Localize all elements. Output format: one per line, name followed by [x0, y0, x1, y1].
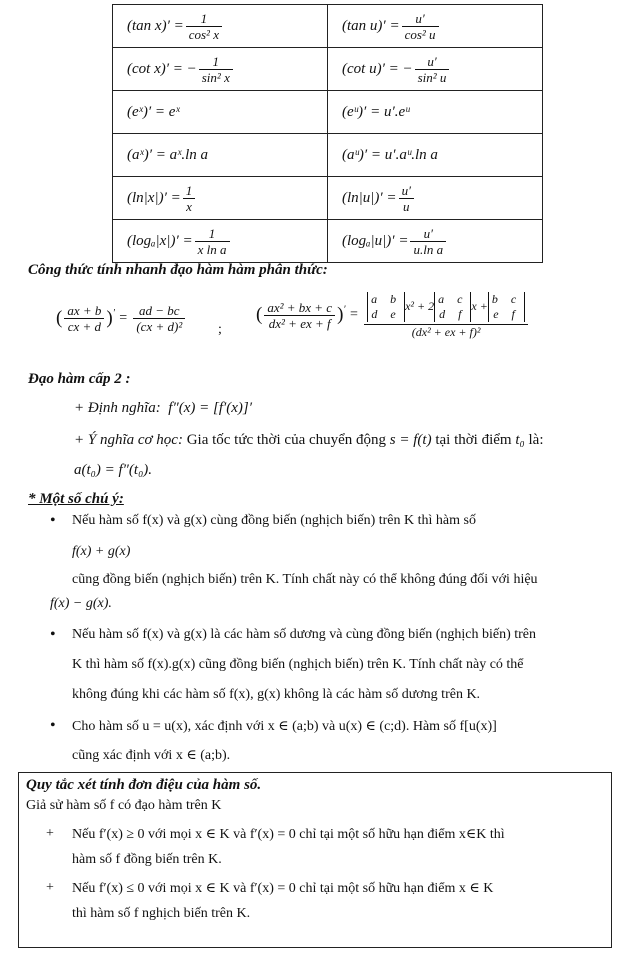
det-2: a c d f	[434, 292, 471, 322]
note2-line3: không đúng khi các hàm số f(x), g(x) không là các hàm số dương trên K.	[72, 687, 481, 702]
cell-fraction	[402, 11, 439, 42]
cell-fraction	[399, 183, 414, 214]
table-cell-right	[328, 134, 543, 177]
derivative-table	[112, 4, 543, 263]
table-row	[113, 48, 543, 91]
second-meaning	[74, 432, 544, 449]
table-row	[113, 91, 543, 134]
f2-eq: =	[349, 307, 359, 323]
det-1: a b d e	[367, 292, 405, 322]
quick-formula-1: ( $\frac{ax + b}{cx + d}$ )′ = $\frac{ad - bc}{\text{(cx + d)²}}$	[56, 303, 187, 334]
fraction-denominator: x	[186, 198, 192, 214]
table-cell-right	[328, 48, 543, 91]
mean-text2: tại thời điểm	[435, 432, 512, 448]
f1-rden: (cx + d)²	[136, 319, 183, 334]
f1-den: cx + d	[67, 319, 101, 334]
mean-text: Gia tốc tức thời của chuyển động	[186, 432, 387, 448]
rule-p2-line2: thì hàm số f nghịch biến trên K.	[72, 906, 251, 921]
bullet-1: •	[50, 512, 56, 529]
cell-lhs: (cot u)′ = −	[342, 60, 413, 77]
bullet-3: •	[50, 717, 56, 734]
cell-lhs: (eˣ)′ = eˣ	[127, 103, 180, 120]
fraction-numerator: u′	[410, 226, 446, 242]
f1-rnum: ad − bc	[133, 303, 185, 319]
mean-label: + Ý nghĩa cơ học:	[74, 432, 183, 448]
rule-intro: Giả sử hàm số f có đạo hàm trên K	[26, 798, 222, 813]
table-cell-right	[328, 220, 543, 263]
rule-heading: Quy tắc xét tính đơn điệu của hàm số.	[26, 777, 262, 793]
mean-formula: s = f(t)	[389, 432, 432, 448]
fraction-denominator: cos² u	[404, 26, 436, 42]
det-3: b c e f	[488, 292, 525, 322]
second-definition	[74, 400, 252, 417]
table-row	[113, 134, 543, 177]
det-mid-1: x² + 2	[405, 298, 435, 313]
fraction-numerator: 1	[186, 11, 222, 27]
quick-separator: ;	[218, 322, 222, 337]
cell-lhs: (eᵘ)′ = u′.eᵘ	[342, 103, 410, 120]
table-cell-left	[113, 177, 328, 220]
table-row	[113, 220, 543, 263]
note1-line4: f(x) − g(x).	[50, 596, 112, 611]
acceleration-formula: a(t₀) = f″(t₀).	[74, 462, 153, 478]
plus-1: +	[46, 826, 54, 841]
cell-lhs: (tan x)′ =	[127, 17, 184, 34]
note1-line1: Nếu hàm số f(x) và g(x) cùng đồng biến (nghịch biến) trên K thì hàm số	[72, 513, 476, 528]
table-cell-left	[113, 5, 328, 48]
cell-fraction	[199, 54, 233, 85]
cell-fraction	[186, 11, 222, 42]
mean-end: là:	[528, 432, 544, 448]
f1-num: ax + b	[64, 303, 104, 319]
fraction-numerator: u′	[415, 54, 450, 70]
rule-p2-line1: Nếu f′(x) ≤ 0 với mọi x ∈ K và f′(x) = 0 chỉ tại một số hữu hạn điểm x ∈ K	[72, 881, 494, 896]
table-cell-right	[328, 91, 543, 134]
mean-t0: t₀	[515, 432, 525, 448]
bullet-2: •	[50, 626, 56, 643]
note3-line2: cũng xác định với x ∈ (a;b).	[72, 748, 231, 763]
note2-line2: K thì hàm số f(x).g(x) cũng đồng biến (nghịch biến) trên K. Tính chất này có thể	[72, 657, 524, 672]
fraction-numerator: 1	[199, 54, 233, 70]
cell-lhs: (aᵘ)′ = u′.aᵘ.ln a	[342, 146, 438, 163]
table-cell-left	[113, 220, 328, 263]
cell-fraction	[410, 226, 446, 257]
table-cell-left	[113, 48, 328, 91]
notes-heading: * Một số chú ý:	[28, 491, 124, 507]
f2-rden: (dx² + ex + f)²	[411, 325, 481, 339]
cell-fraction	[183, 183, 196, 214]
cell-lhs: (tan u)′ =	[342, 17, 400, 34]
fraction-numerator: u′	[402, 11, 439, 27]
quick-formula-2: ( $\frac{\text{ax² + bx + c}}{\text{dx² + ex + f}}$ )′ = a b d e x² + 2 a c d f x + b c e f (dx² + ex + f)²	[256, 290, 530, 340]
table-row	[113, 5, 543, 48]
def-label: + Định nghĩa:	[74, 400, 161, 416]
fraction-denominator: cos² x	[188, 26, 219, 42]
f2-num: ax² + bx + c	[264, 300, 335, 316]
det-mid-2: x +	[471, 298, 488, 313]
fraction-numerator: u′	[399, 183, 414, 199]
cell-lhs: (aˣ)′ = aˣ.ln a	[127, 146, 209, 163]
second-heading: Đạo hàm cấp 2 :	[28, 371, 131, 387]
note1-line3: cũng đồng biến (nghịch biến) trên K. Tính chất này có thể không đúng đối với hiệu	[72, 572, 538, 587]
cell-fraction	[415, 54, 450, 85]
fraction-numerator: 1	[195, 226, 230, 242]
f1-eq: =	[118, 310, 128, 326]
fraction-denominator: u	[402, 198, 410, 214]
cell-lhs: (ln|u|)′ =	[342, 189, 397, 206]
fraction-denominator: sin² x	[201, 69, 230, 85]
rule-p1-line1: Nếu f′(x) ≥ 0 với mọi x ∈ K và f′(x) = 0 chỉ tại một số hữu hạn điểm x∈K thì	[72, 827, 505, 842]
table-cell-right	[328, 177, 543, 220]
fraction-denominator: sin² u	[417, 69, 447, 85]
rule-p1-line2: hàm số f đồng biến trên K.	[72, 852, 222, 867]
cell-lhs: (cot x)′ = −	[127, 60, 197, 77]
f2-den: dx² + ex + f	[268, 315, 331, 331]
note1-line2: f(x) + g(x)	[72, 544, 131, 559]
fraction-denominator: x ln a	[197, 241, 227, 257]
quick-heading: Công thức tính nhanh đạo hàm hàm phân thức:	[28, 262, 328, 278]
cell-lhs: (ln|x|)′ =	[127, 189, 181, 206]
cell-lhs: (logₐ|x|)′ =	[127, 232, 193, 249]
note2-line1: Nếu hàm số f(x) và g(x) là các hàm số dương và cùng đồng biến (nghịch biến) trên	[72, 627, 537, 642]
table-row	[113, 177, 543, 220]
note3-line1: Cho hàm số u = u(x), xác định với x ∈ (a;b) và u(x) ∈ (c;d). Hàm số f[u(x)]	[72, 719, 497, 734]
cell-fraction	[195, 226, 230, 257]
table-cell-right	[328, 5, 543, 48]
plus-2: +	[46, 880, 54, 895]
fraction-numerator: 1	[183, 183, 196, 199]
def-formula: f″(x) = [f′(x)]′	[168, 400, 253, 416]
table-cell-left	[113, 134, 328, 177]
fraction-denominator: u.ln a	[413, 241, 444, 257]
table-cell-left	[113, 91, 328, 134]
cell-lhs: (logₐ|u|)′ =	[342, 232, 409, 249]
